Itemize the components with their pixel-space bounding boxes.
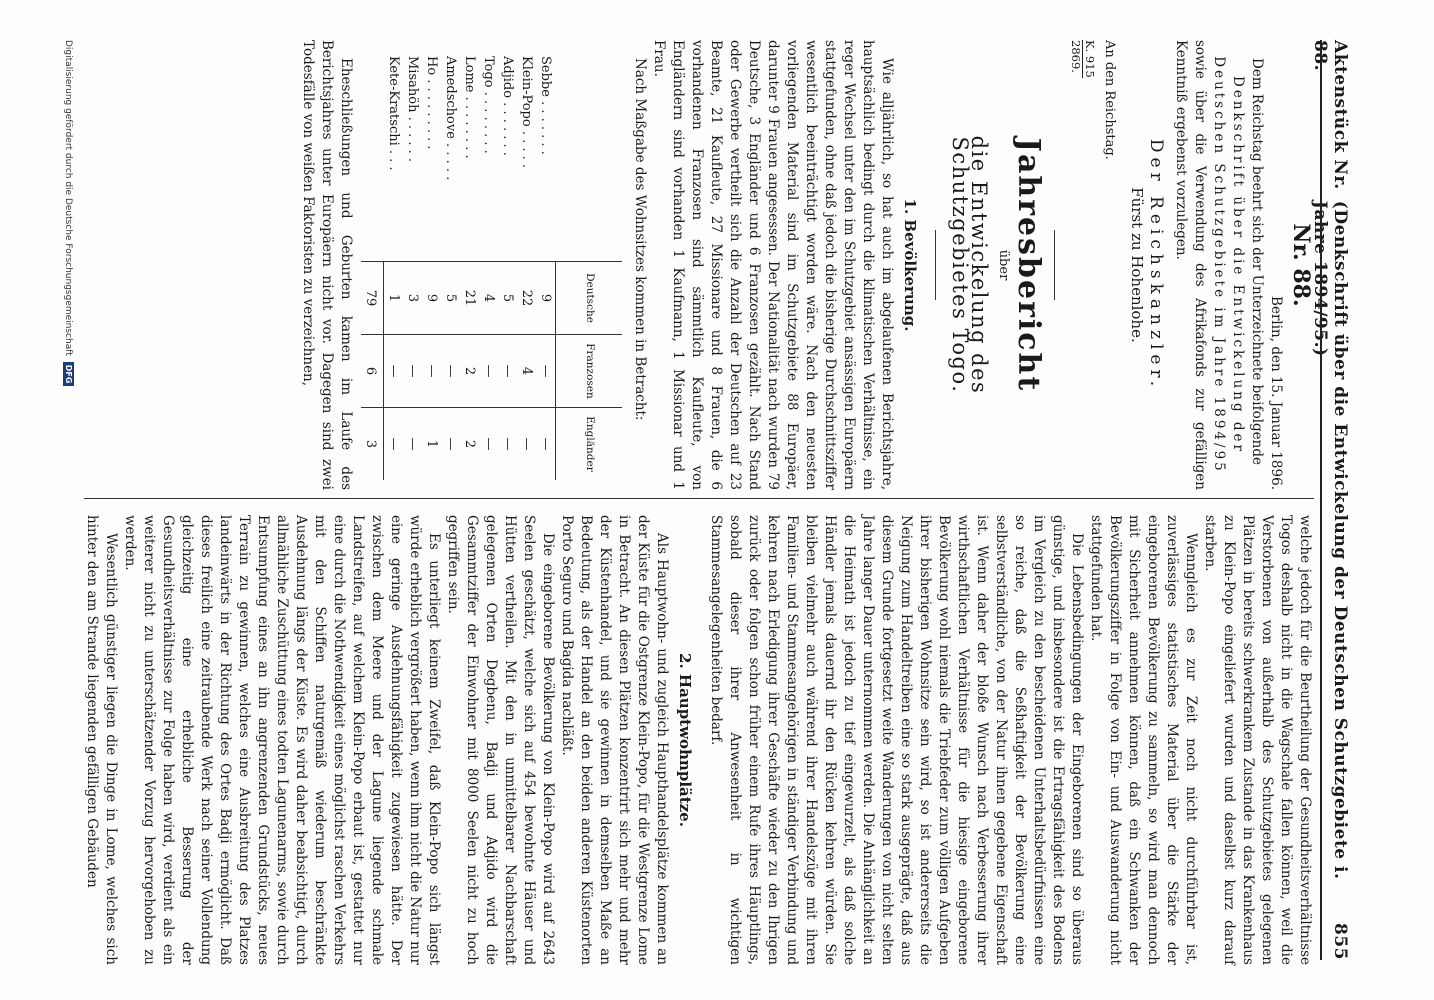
count-french: — [384, 335, 404, 408]
count-english: — [441, 408, 460, 481]
table-row [536, 50, 556, 480]
count-germans: 9 [536, 262, 556, 335]
table-row [517, 50, 536, 480]
table-row [441, 50, 460, 480]
count-germans: 4 [479, 262, 498, 335]
paragraph-population: Wie alljährlich, so hat auch im abgelaufenen Berichtsjahre, hauptsächlich bedingt durch die klimatischen Verhältnisse, ein reger Wechsel unter den im Schutzgebiet ansässigen Europäern stattgefunden, ohne daß jedoch die bisherige Durchschnittsziffer wesentlich beeinträchtigt worden wäre. Nach den neuesten vorliegenden Material sind im Schutzgebiete 88 Europäer, darunter 9 Frauen angesessen. Der Nationalität nach wurden 79 Deutsche, 3 Engländer und 6 Franzosen gezählt. Nach Stand oder Gewerbe vertheilt sich die Anzahl der Deutschen auf 23 Beamte, 21 Kaufleute, 27 Missionare und 8 Frauen, die 6 vorhandenen Franzosen sind sämmtlich Kaufleute, von Engländern sind vorhanden 1 Kaufmann, 1 Missionar und 1 Frau. [651, 40, 895, 490]
running-header [1310, 40, 1350, 960]
header-rule [1320, 40, 1322, 960]
address-line: An den Reichstag. [1102, 40, 1117, 160]
paragraph-lome: Wesentlich günstiger liegen die Dinge in Lome, welches sich hinter den am Strande liegenden gefälligen Gebäuden [84, 515, 119, 965]
total-label-cell [361, 50, 384, 262]
reference-denominator: 2869. [1069, 40, 1083, 73]
paragraph-continued: welche jedoch für die Beurtheilung der Gesundheitsverhältnisse Togos deshalb nicht in die Wagschale fallen können, weil die Verstorbenen von außerhalb des Schutzgebietes gelegenen Plätzen in bereits schwerkrankem Zustande in das Krankenhaus zu Klein-Popo eingeliefert wurden und daselbst kurz darauf starben. [1202, 515, 1313, 965]
section-rule-2 [935, 230, 936, 300]
paragraph-living-conditions: Die Lebensbedingungen der Eingeborenen sind so überaus günstige, und insbesondere ist die Ertragsfähigkeit des Bodens im Vergleich zu den bescheidenen Unterhaltsbedürfnissen eine so reiche, daß die Seßhaftigkeit der Bevölkerung eine selbstverständliche, von der Natur ihnen gegebene Eigenschaft ist. Wenn daher der bloße Wunsch nach Verbesserung ihrer wirthschaftlichen Verhältnisse für die hiesige eingeborene Bevölkerung wohl niemals die Triebfeder zum völligen Aufgeben ihrer bisherigen Wohnsitze sein wird, so ist andererseits die Neigung zum Handeltreiben eine so stark ausgeprägte, daß aus diesem Grunde fortgesetzt weite Wanderungen von nicht selten Jahre langer Dauer unternommen werden. Die Anhänglichkeit an die Heimath ist jedoch zu tief eingewurzelt, als daß solche Händler jemals dauernd ihr den Rücken kehren würden. Sie bleiben vielmehr auch während ihrer Handelszüge mit ihren Familien- und Stammesangehörigen in ständiger Verbindung und kehren nach Erledigung ihrer Geschäfte wieder zu den Ihrigen zurück oder folgen schon früher einem Rufe ihres Häuptlings, sobald dieser ihrer Anwesenheit in wichtigen Stammesangelegenheiten bedarf. [708, 515, 1085, 965]
count-germans: 3 [403, 262, 422, 335]
reference-numerator: K. 915 [1083, 40, 1097, 78]
section-heading-settlements: 2. Hauptwohnplätze. [676, 653, 694, 827]
report-title: Jahresbericht [1011, 137, 1046, 393]
reference-number [1069, 40, 1096, 490]
count-germans: 9 [422, 262, 441, 335]
paragraph-marriages-deaths: Eheschließungen und Geburten kamen im Laufe des Berichtsjahres unter Europäern nicht vor. Dagegen sind zwei Todesfälle von weißen Faktoristen zu verzeichnen, [300, 40, 354, 490]
header-middle: (Denkschrift über die Entwickelung der Deutschen Schutzgebiete i. Jahre 1894/95.) [1310, 200, 1350, 880]
page-number: 855 [1330, 923, 1350, 960]
count-french: — [498, 335, 517, 408]
left-column [298, 40, 1314, 490]
count-germans: 5 [441, 262, 460, 335]
place-name: Sebbe . . . . . . . [538, 56, 554, 155]
intro-title: Denkschrift über die Entwickelung der Deutschen Schutzgebiete im Jahre 1894/95 [1211, 56, 1246, 474]
place-name: Amedschove . . . . . [443, 56, 458, 181]
column-divider [84, 498, 1314, 499]
place-name: Adjido . . . . . . . [500, 56, 515, 156]
section-rule [1054, 230, 1055, 300]
table-total-row [361, 50, 384, 480]
table-header-place [556, 50, 623, 262]
table-header-germans: Deutsche [556, 262, 623, 335]
count-english: — [479, 408, 498, 481]
count-english: — [498, 408, 517, 481]
count-french: 4 [517, 335, 536, 408]
report-title-connector: über [996, 249, 1011, 281]
population-table [361, 50, 622, 480]
dfg-logo: DFG [63, 362, 74, 387]
table-row [403, 50, 422, 480]
place-name: Misahöh . . . . . . [405, 56, 420, 163]
count-germans: 1 [384, 262, 404, 335]
table-header-french: Franzosen [556, 335, 623, 408]
digitization-text: Digitalisierung gefördert durch die Deutsche Forschungsgemeinschaft [63, 40, 74, 356]
place-name: Klein-Popo . . . . . [519, 56, 534, 169]
place-name: Lome . . . . . . . . [462, 56, 477, 159]
section-heading-population: 1. Bevölkerung. [901, 198, 919, 332]
place-name: Kete-Kratschi . . . [385, 56, 401, 171]
total-germans: 79 [361, 262, 384, 335]
count-french: — [441, 335, 460, 408]
count-english: 2 [460, 408, 479, 481]
count-germans: 22 [517, 262, 536, 335]
count-french: — [422, 335, 441, 408]
table-row [422, 50, 441, 480]
table-row [384, 50, 404, 480]
count-english: — [517, 408, 536, 481]
intro-text-2: sowie über die Verwendung des Afrikafonds zur gefälligen Kenntniß ergebenst vorzulegen. [1173, 40, 1208, 490]
digitization-stamp [63, 40, 74, 386]
table-row [460, 50, 479, 480]
paragraph-trading-places: Als Hauptwohn- und zugleich Haupthandelsplätze kommen an der Küste für die Ostgrenze Klein-Popo, für die Westgrenze Lome in Betracht. An diesen Plätzen konzentrirt sich mehr und mehr der Küstenhandel, und sie gewinnen in demselben Maße an Bedeutung, als der Handel an den beiden anderen Küstenorten Porto Seguro und Bagida nachläßt. [559, 515, 670, 965]
right-column [82, 515, 1314, 965]
paragraph-residence: Nach Maßgabe des Wohnsitzes kommen in Betracht: [632, 58, 648, 421]
signer-name: Fürst zu Hohenlohe. [1128, 187, 1146, 343]
count-english: — [403, 408, 422, 481]
place-name: Togo . . . . . . . . [481, 56, 496, 154]
header-left: Aktenstück Nr. 88. [1310, 40, 1350, 190]
table-row [479, 50, 498, 480]
signature: Der Reichskanzler. [1146, 138, 1166, 392]
count-french: — [403, 335, 422, 408]
document-number: Nr. 88. [1288, 223, 1314, 307]
table-header-row [556, 50, 623, 480]
intro-text: Dem Reichstag beehrt sich der Unterzeichnete beifolgende [1249, 58, 1265, 465]
date-line: Berlin, den 15. Januar 1896. [1268, 296, 1284, 490]
count-germans: 5 [498, 262, 517, 335]
count-english: — [536, 408, 556, 481]
paragraph-klein-popo-population: Die eingeborene Bevölkerung von Klein-Popo wird auf 2643 Seelen geschätzt, welche sich auf 454 bewohnte Häuser und Hütten vertheilen. Mit den in unmittelbarer Nachbarschaft gelegenen Orten Degbenu, Badji und Adjido wird die Gesammtziffer der Einwohner mit 8000 Seelen nicht zu hoch gegriffen sein. [445, 515, 556, 965]
count-french: 2 [460, 335, 479, 408]
report-subtitle: die Entwickelung des Schutzgebietes Togo. [948, 135, 991, 395]
count-english: — [384, 408, 404, 481]
place-name: Ho . . . . . . . . . [424, 56, 439, 150]
table-header-english: Engländer [556, 408, 623, 481]
table-row [498, 50, 517, 480]
count-french: — [479, 335, 498, 408]
total-english: 3 [361, 408, 384, 481]
count-english: 1 [422, 408, 441, 481]
paragraph-klein-popo-expansion: Es unterliegt keinem Zweifel, daß Klein-Popo sich längst würde erheblich vergrößert haben, wenn ihm nicht die Natur nur eine geringe Ausdehnungsfähigkeit zugewiesen hätte. Der zwischen dem Meere und der Lagune liegende schmale Landstreifen, auf welchem Klein-Popo erbaut ist, gestattet nur eine durch die Nothwendigkeit eines möglichst raschen Verkehrs mit den Schiffen naturgemäß wiederum beschränkte Ausdehnung längs der Küste. Es wird daher beabsichtigt, durch allmähliche Zuschüttung eines todten Lagunenarms, sowie durch Entsumpfung eines an ihn angrenzenden Grundstücks, neues Terrain zu gewinnen, welches eine Ausbreitung des Platzes landeinwärts in der Richtung des Ortes Badji ermöglicht. Daß dieses freilich eine zeitraubende Werk nach seiner Vollendung gleichzeitig eine erhebliche Besserung der Gesundheitsverhältnisse zur Folge haben wird, verdient als ein weiterer nicht zu unterschätzender Vorzug hervorgehoben zu werden. [122, 515, 442, 965]
count-french: — [536, 335, 556, 408]
total-french: 6 [361, 335, 384, 408]
count-germans: 21 [460, 262, 479, 335]
paragraph-statistics: Wenngleich es zur Zeit noch nicht durchführbar ist, zuverlässiges statistisches Material über die Stärke der eingeborenen Bevölkerung zu sammeln, so wird man dennoch mit Sicherheit annehmen können, daß ein Schwanken der Bevölkerungsziffer in Folge von Ein- und Auswanderung nicht stattgefunden hat. [1088, 515, 1199, 965]
